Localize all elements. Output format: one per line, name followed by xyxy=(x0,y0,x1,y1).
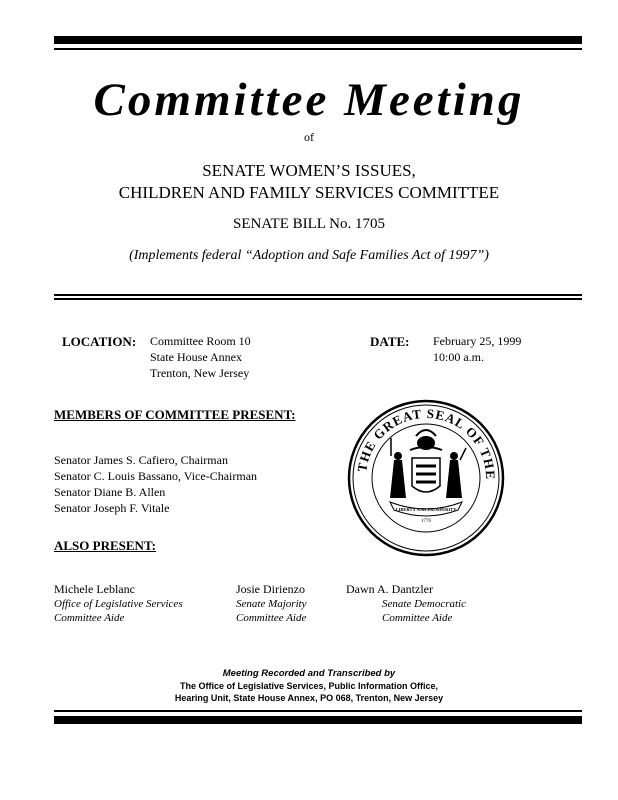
bottom-rule-thick xyxy=(54,716,582,724)
member-item: Senator James S. Cafiero, Chairman xyxy=(54,453,228,467)
member-item: Senator Joseph F. Vitale xyxy=(54,501,170,515)
top-rule-thick xyxy=(54,36,582,44)
top-rule-thin xyxy=(54,48,582,50)
bill-description: (Implements federal “Adoption and Safe Families Act of 1997”) xyxy=(129,248,489,263)
staff-role: Committee Aide xyxy=(54,612,125,624)
committee-name xyxy=(0,160,618,204)
date-label: DATE: xyxy=(370,334,410,349)
location-line-2: State House Annex xyxy=(150,350,242,364)
staff-role: Committee Aide xyxy=(236,612,307,624)
staff-member xyxy=(54,582,183,625)
staff-role: Senate Majority xyxy=(236,598,307,610)
members-present-heading: MEMBERS OF COMMITTEE PRESENT: xyxy=(54,407,296,422)
location-line-3: Trenton, New Jersey xyxy=(150,366,250,380)
location-label: LOCATION: xyxy=(62,334,137,349)
middle-rule-1 xyxy=(54,294,582,296)
bill-number: SENATE BILL No. 1705 xyxy=(233,216,385,232)
staff-role: Office of Legislative Services xyxy=(54,598,183,610)
bottom-rule-thin xyxy=(54,710,582,712)
staff-member xyxy=(236,582,307,625)
staff-role: Committee Aide xyxy=(382,612,453,624)
staff-member xyxy=(346,582,466,625)
transcription-heading: Meeting Recorded and Transcribed by xyxy=(222,668,396,679)
staff-name: Michele Leblanc xyxy=(54,582,135,596)
date-line-2: 10:00 a.m. xyxy=(433,350,484,364)
transcription-line-1: The Office of Legislative Services, Public Information Office, xyxy=(179,681,439,691)
also-present-heading: ALSO PRESENT: xyxy=(54,538,156,553)
seal-year: 1776 xyxy=(421,519,431,524)
committee-name-line-2: CHILDREN AND FAMILY SERVICES COMMITTEE xyxy=(118,183,500,202)
committee-name-line-1: SENATE WOMEN’S ISSUES, xyxy=(202,161,416,180)
state-seal xyxy=(346,398,506,558)
page-title: Committee Meeting xyxy=(93,74,525,126)
member-item: Senator Diane B. Allen xyxy=(54,485,166,499)
location-value xyxy=(150,333,251,381)
members-list xyxy=(54,452,257,516)
of-text: of xyxy=(304,130,314,144)
date-value xyxy=(433,333,521,365)
middle-rule-2 xyxy=(54,298,582,300)
seal-ribbon-text: LIBERTY AND PROSPERITY xyxy=(395,507,457,512)
transcription-line-2: Hearing Unit, State House Annex, PO 068, Trenton, New Jersey xyxy=(174,693,444,703)
seal-outer-text: THE GREAT SEAL OF THE xyxy=(354,405,499,481)
staff-role: Senate Democratic xyxy=(382,598,466,610)
transcription-credit xyxy=(0,668,618,704)
state-seal-graphic xyxy=(346,398,506,558)
location-line-1: Committee Room 10 xyxy=(150,334,251,348)
date-line-1: February 25, 1999 xyxy=(433,334,522,348)
member-item: Senator C. Louis Bassano, Vice-Chairman xyxy=(54,469,258,483)
staff-name: Josie Dirienzo xyxy=(236,582,305,596)
staff-name: Dawn A. Dantzler xyxy=(346,582,433,596)
